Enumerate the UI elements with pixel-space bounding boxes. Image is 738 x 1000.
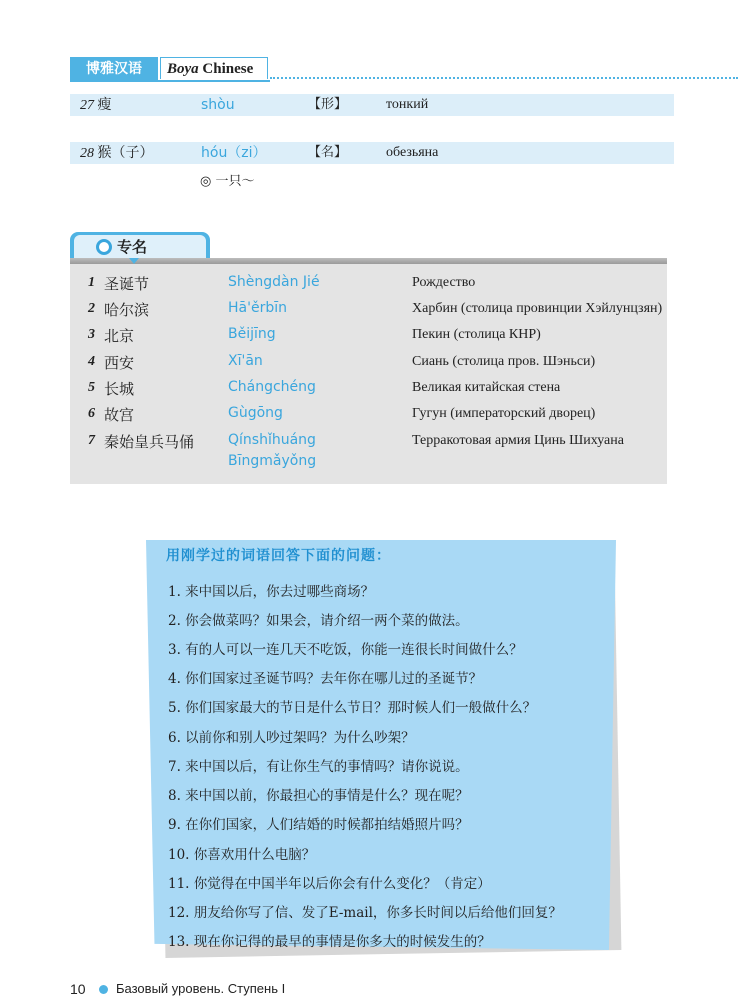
proper-name-number: 1 — [88, 275, 95, 290]
proper-name-pinyin: Xī'ān — [228, 353, 263, 369]
question-item: 4. 你们国家过圣诞节吗？去年你在哪儿过的圣诞节？ — [168, 671, 483, 687]
proper-name-pinyin: Běijīng — [228, 326, 276, 342]
question-item: 12. 朋友给你写了信、发了E-mail，你多长时间以后给他们回复？ — [168, 905, 562, 921]
book-title — [160, 57, 268, 79]
proper-name-number: 3 — [88, 327, 95, 342]
vocab-translation: обезьяна — [386, 145, 439, 160]
proper-name-number: 7 — [88, 433, 95, 448]
usage-example: ◎ 一只～ — [200, 174, 255, 189]
question-item: 10. 你喜欢用什么电脑？ — [168, 847, 316, 863]
proper-name-pinyin: Qínshǐhuáng — [228, 432, 316, 448]
footer-level-text: Базовый уровень. Ступень I — [116, 981, 286, 996]
proper-name-hanzi: 长城 — [104, 380, 135, 398]
proper-name-translation: Рождество — [412, 275, 476, 290]
proper-name-pinyin: Gùgōng — [228, 405, 283, 421]
proper-names-title: 专名 — [117, 238, 148, 256]
header-dotted-rule — [270, 77, 738, 79]
proper-name-translation: Пекин (столица КНР) — [412, 327, 541, 342]
proper-name-hanzi: 故宫 — [104, 406, 135, 424]
proper-name-hanzi: 哈尔滨 — [104, 301, 150, 319]
proper-name-translation: Гугун (императорский дворец) — [412, 406, 596, 421]
proper-name-translation: Сиань (столица пров. Шэньси) — [412, 354, 596, 369]
question-item: 5. 你们国家最大的节日是什么节日？那时候人们一般做什么？ — [168, 700, 537, 716]
vocab-pinyin: shòu — [201, 97, 235, 113]
proper-name-translation: Терракотовая армия Цинь Шихуана — [412, 433, 624, 448]
proper-name-translation: Великая китайская стена — [412, 380, 561, 395]
vocab-translation: тонкий — [386, 97, 429, 112]
proper-name-number: 6 — [88, 406, 95, 421]
question-item: 11. 你觉得在中国半年以后你会有什么变化？（肯定） — [168, 876, 491, 892]
proper-name-pinyin: Hā'ěrbīn — [228, 300, 287, 316]
proper-name-translation: Харбин (столица провинции Хэйлунцзян) — [412, 301, 663, 316]
exercise-title: 用刚学过的词语回答下面的问题： — [166, 548, 391, 564]
book-series-badge: 博雅汉语 — [70, 57, 158, 81]
proper-name-number: 2 — [88, 301, 95, 316]
proper-name-pinyin: Chángchéng — [228, 379, 316, 395]
vocab-number: 28 猴（子） — [80, 145, 154, 161]
question-item: 8. 来中国以前，你最担心的事情是什么？现在呢？ — [168, 788, 469, 804]
vocab-row — [70, 94, 674, 116]
question-item: 1. 来中国以后，你去过哪些商场？ — [168, 584, 375, 600]
proper-name-hanzi: 北京 — [104, 327, 135, 345]
proper-name-hanzi: 秦始皇兵马俑 — [104, 433, 195, 451]
page-number: 10 — [70, 981, 86, 997]
footer-dot-icon — [99, 985, 108, 994]
book-title-italic: Boya — [167, 61, 199, 77]
question-item: 2. 你会做菜吗？如果会，请介绍一两个菜的做法。 — [168, 613, 469, 629]
question-item: 3. 有的人可以一连几天不吃饭，你能一连很长时间做什么？ — [168, 642, 523, 658]
vocab-part-of-speech: 【形】 — [308, 97, 348, 112]
question-item: 9. 在你们国家，人们结婚的时候都拍结婚照片吗？ — [168, 817, 469, 833]
proper-name-pinyin-line2: Bīngmǎyǒng — [228, 453, 317, 469]
question-item: 6. 以前你和别人吵过架吗？为什么吵架？ — [168, 730, 415, 746]
proper-name-pinyin: Shèngdàn Jié — [228, 274, 320, 290]
proper-name-number: 4 — [88, 354, 95, 369]
proper-name-hanzi: 圣诞节 — [104, 275, 150, 293]
header-rule — [70, 80, 270, 82]
question-item: 13. 现在你记得的最早的事情是你多大的时候发生的？ — [168, 934, 491, 950]
bullet-circle-icon — [96, 239, 112, 255]
vocab-pinyin: hóu（zi） — [201, 145, 267, 161]
proper-name-number: 5 — [88, 380, 95, 395]
book-title-rest: Chinese — [198, 61, 254, 77]
vocab-number: 27 瘦 — [80, 97, 112, 113]
question-item: 7. 来中国以后，有让你生气的事情吗？请你说说。 — [168, 759, 469, 775]
vocab-part-of-speech: 【名】 — [308, 145, 348, 160]
vocab-row — [70, 142, 674, 164]
proper-name-hanzi: 西安 — [104, 354, 135, 372]
